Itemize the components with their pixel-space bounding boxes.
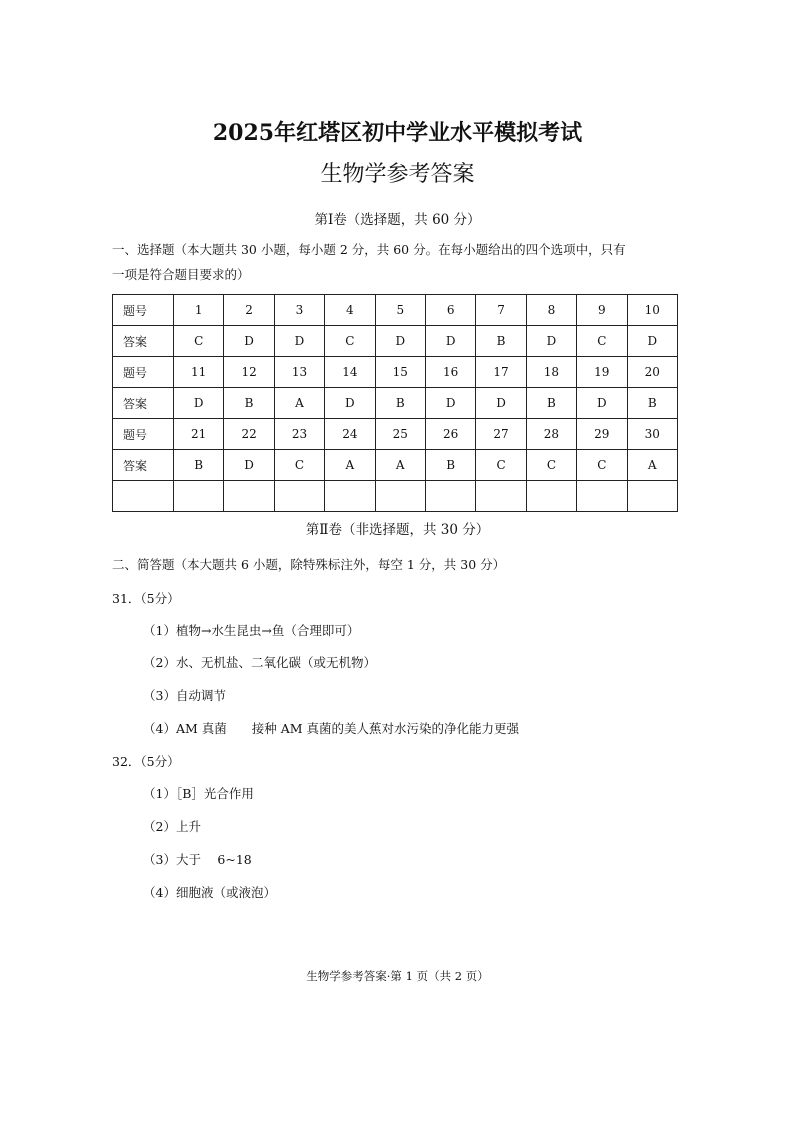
table-cell: B (476, 326, 526, 357)
table-cell: D (627, 326, 677, 357)
q31-answer-3: （3）自动调节 (143, 688, 226, 703)
table-cell: 21 (174, 419, 224, 450)
table-cell: 4 (325, 295, 375, 326)
table-cell: D (526, 326, 576, 357)
table-cell: A (375, 450, 425, 481)
table-cell: 25 (375, 419, 425, 450)
table-cell (425, 481, 475, 512)
answer-table (112, 294, 678, 512)
table-cell: C (577, 450, 627, 481)
table-cell: C (274, 450, 324, 481)
table-cell: 12 (224, 357, 274, 388)
q31-answer-4: （4）AM 真菌 接种 AM 真菌的美人蕉对水污染的净化能力更强 (143, 721, 520, 736)
table-cell (224, 481, 274, 512)
table-cell: D (174, 388, 224, 419)
table-cell: D (325, 388, 375, 419)
q32-answer-3: （3）大于 6~18 (143, 852, 252, 867)
table-cell: B (375, 388, 425, 419)
table-row-label: 题号 (113, 419, 174, 450)
table-cell: C (476, 450, 526, 481)
table-cell: 18 (526, 357, 576, 388)
table-cell: 14 (325, 357, 375, 388)
table-cell: 15 (375, 357, 425, 388)
table-cell: B (425, 450, 475, 481)
table-cell: D (274, 326, 324, 357)
table-cell (577, 481, 627, 512)
table-row (113, 388, 678, 419)
q32-answer-2: （2）上升 (143, 819, 201, 834)
table-cell: C (526, 450, 576, 481)
table-cell (174, 481, 224, 512)
table-cell: D (425, 388, 475, 419)
table-cell: D (224, 450, 274, 481)
table-row-label (113, 481, 174, 512)
table-cell: 29 (577, 419, 627, 450)
q32-answer-4: （4）细胞液（或液泡） (143, 885, 276, 900)
table-cell: 3 (274, 295, 324, 326)
table-cell: 28 (526, 419, 576, 450)
table-row-label: 题号 (113, 357, 174, 388)
table-row-label: 答案 (113, 326, 174, 357)
table-cell: D (476, 388, 526, 419)
table-row (113, 295, 678, 326)
table-cell: A (325, 450, 375, 481)
document-title: 2025年红塔区初中学业水平模拟考试 (212, 120, 583, 146)
table-cell: 6 (425, 295, 475, 326)
page-footer: 生物学参考答案·第 1 页（共 2 页） (306, 969, 489, 983)
table-row (113, 326, 678, 357)
table-cell (476, 481, 526, 512)
table-cell: 30 (627, 419, 677, 450)
q32-label: 32．（5分） (112, 754, 180, 769)
q31-answer-2: （2）水、无机盐、二氧化碳（或无机物） (143, 655, 376, 670)
table-cell: 27 (476, 419, 526, 450)
table-cell (274, 481, 324, 512)
q31-answer-1: （1）植物→水生昆虫→鱼（合理即可） (143, 623, 360, 638)
table-cell: B (627, 388, 677, 419)
table-cell: 17 (476, 357, 526, 388)
table-cell: 20 (627, 357, 677, 388)
part2-instruction: 二、简答题（本大题共 6 小题，除特殊标注外，每空 1 分，共 30 分） (112, 557, 506, 572)
table-cell: 2 (224, 295, 274, 326)
part1-heading: 第Ⅰ卷（选择题，共 60 分） (314, 212, 481, 228)
table-cell: 1 (174, 295, 224, 326)
table-cell: 24 (325, 419, 375, 450)
table-cell: 8 (526, 295, 576, 326)
table-cell (375, 481, 425, 512)
document-subtitle: 生物学参考答案 (320, 162, 475, 187)
table-cell: D (577, 388, 627, 419)
part1-instruction-line1: 一、选择题（本大题共 30 小题，每小题 2 分，共 60 分。在每小题给出的四个选项中，只有 (112, 242, 626, 257)
table-cell: 9 (577, 295, 627, 326)
table-row-label: 答案 (113, 388, 174, 419)
table-row (113, 419, 678, 450)
table-row (113, 357, 678, 388)
table-cell (526, 481, 576, 512)
table-row (113, 450, 678, 481)
table-cell: D (425, 326, 475, 357)
table-cell: 22 (224, 419, 274, 450)
table-cell: 19 (577, 357, 627, 388)
table-cell: B (224, 388, 274, 419)
table-cell: A (274, 388, 324, 419)
table-cell: C (325, 326, 375, 357)
table-cell: A (627, 450, 677, 481)
table-cell (325, 481, 375, 512)
table-cell: D (224, 326, 274, 357)
table-cell (627, 481, 677, 512)
table-cell: C (174, 326, 224, 357)
part1-instruction-line2: 一项是符合题目要求的） (112, 267, 250, 282)
q31-label: 31．（5分） (112, 591, 180, 606)
part2-heading: 第Ⅱ卷（非选择题，共 30 分） (305, 522, 490, 538)
table-cell: C (577, 326, 627, 357)
table-cell: 10 (627, 295, 677, 326)
table-cell: B (174, 450, 224, 481)
table-row (113, 481, 678, 512)
table-cell: 16 (425, 357, 475, 388)
table-row-label: 答案 (113, 450, 174, 481)
table-cell: 5 (375, 295, 425, 326)
table-cell: 7 (476, 295, 526, 326)
table-row-label: 题号 (113, 295, 174, 326)
table-cell: 26 (425, 419, 475, 450)
table-cell: 23 (274, 419, 324, 450)
table-cell: D (375, 326, 425, 357)
table-cell: 11 (174, 357, 224, 388)
q32-answer-1: （1）［B］光合作用 (143, 786, 254, 801)
table-cell: 13 (274, 357, 324, 388)
table-cell: B (526, 388, 576, 419)
